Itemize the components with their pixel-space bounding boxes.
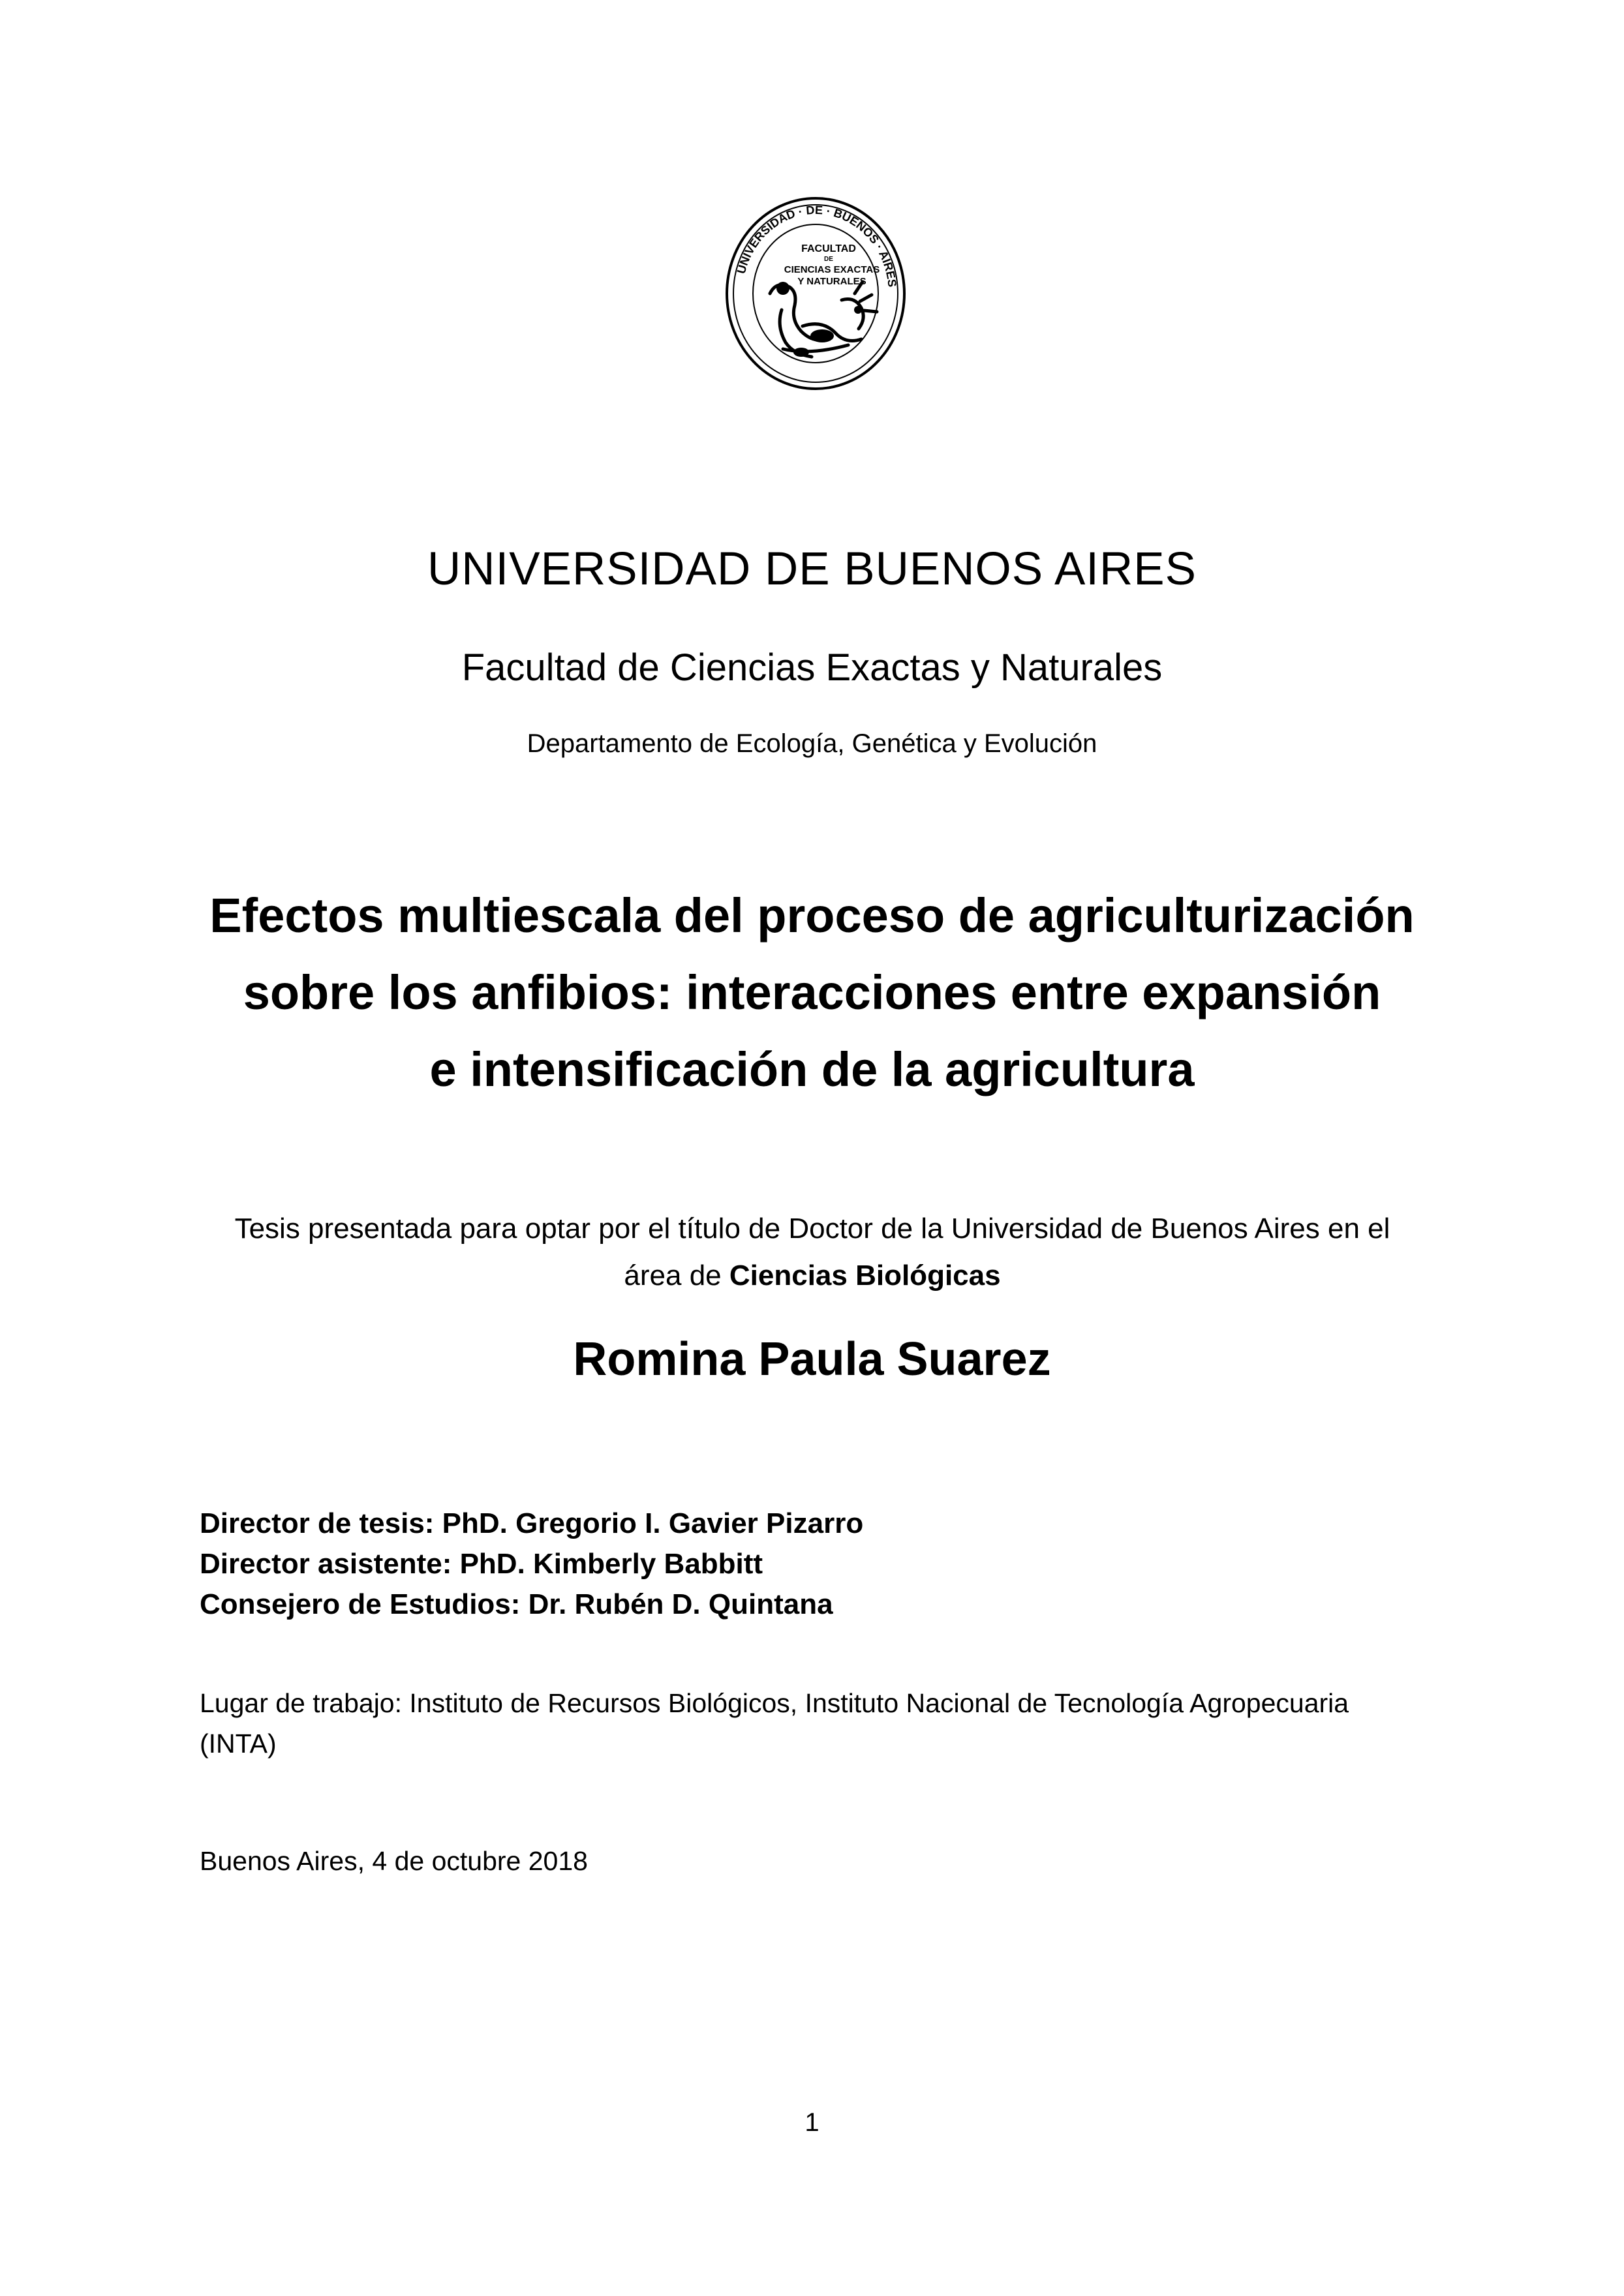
thesis-statement-line-1: Tesis presentada para optar por el título de Doctor de la Universidad de Buenos Aires en el [234, 1213, 1390, 1245]
seal-ring-text: UNIVERSIDAD · DE · BUENOS · AIRES [734, 203, 899, 288]
thesis-title [0, 877, 1624, 1108]
university-seal-logo [724, 196, 907, 391]
seal-line-3: CIENCIAS EXACTAS [784, 264, 880, 275]
seal-line-2: DE [824, 256, 833, 263]
advisors-list [200, 1503, 863, 1625]
date-place: Buenos Aires, 4 de octubre 2018 [200, 1846, 588, 1876]
thesis-area: Ciencias Biológicas [729, 1260, 1001, 1292]
thesis-director: Director de tesis: PhD. Gregorio I. Gavier Pizarro [200, 1507, 864, 1539]
studies-advisor: Consejero de Estudios: Dr. Rubén D. Quintana [200, 1588, 833, 1620]
thesis-statement-line-2 [189, 1252, 1435, 1299]
title-line-3: e intensificación de la agricultura [429, 1042, 1195, 1096]
title-line-2: sobre los anfibios: interacciones entre expansión [243, 965, 1381, 1020]
faculty-name: Facultad de Ciencias Exactas y Naturales [461, 646, 1163, 689]
thesis-area-prefix: área de [624, 1260, 722, 1292]
page-number: 1 [804, 2108, 820, 2137]
thesis-statement [189, 1205, 1435, 1299]
department-name: Departamento de Ecología, Genética y Evolución [527, 729, 1097, 758]
seal-line-1: FACULTAD [801, 243, 856, 254]
workplace [200, 1683, 1439, 1764]
author-name: Romina Paula Suarez [573, 1333, 1051, 1385]
seal-line-4: Y NATURALES [797, 276, 866, 287]
workplace-line-1: Lugar de trabajo: Instituto de Recursos Biológicos, Instituto Nacional de Tecnología Agropecuaria [200, 1688, 1349, 1718]
title-line-1: Efectos multiescala del proceso de agriculturización [209, 888, 1415, 943]
university-name: UNIVERSIDAD DE BUENOS AIRES [427, 543, 1197, 595]
workplace-line-2: (INTA) [200, 1729, 277, 1759]
assistant-director: Director asistente: PhD. Kimberly Babbitt [200, 1548, 763, 1580]
